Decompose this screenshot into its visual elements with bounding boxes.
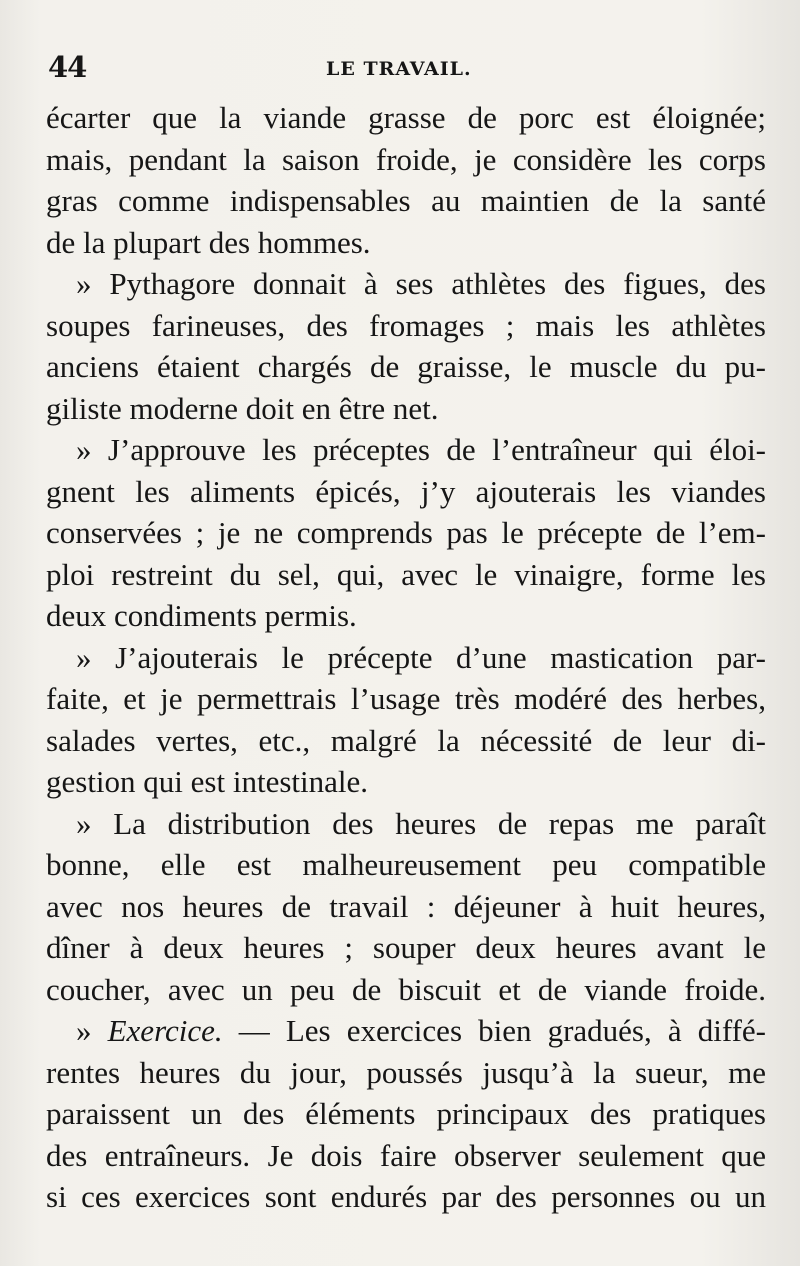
body-text xyxy=(46,97,766,1218)
text-line: salades vertes, etc., malgré la nécessité de leur di- xyxy=(46,722,766,758)
text-line: deux condiments permis. xyxy=(46,598,357,633)
text-line: de la plupart des hommes. xyxy=(46,224,371,260)
text-line xyxy=(46,1010,766,1052)
paragraph-6 xyxy=(46,1010,766,1218)
section-heading-exercice: Exercice. xyxy=(107,1013,223,1048)
text-line: mais, pendant la saison froide, je considère les corps xyxy=(46,141,766,177)
text-line: écarter que la viande grasse de porc est éloignée; xyxy=(46,100,766,135)
text-line: » La distribution des heures de repas me paraît xyxy=(76,805,766,841)
text-line: gnent les aliments épicés, j’y ajouterais les viandes xyxy=(46,473,766,509)
paragraph-2 xyxy=(46,263,766,429)
paragraph-4 xyxy=(46,637,766,803)
page-number: 44 xyxy=(48,50,87,84)
text-line: rentes heures du jour, poussés jusqu’à la sueur, me xyxy=(46,1054,766,1090)
text-line: avec nos heures de travail : déjeuner à huit heures, xyxy=(46,888,766,924)
text-line: gras comme indispensables au maintien de la santé xyxy=(46,183,766,218)
text-line: si ces exercices sont endurés par des personnes ou un xyxy=(46,1179,766,1214)
text-line: anciens étaient chargés de graisse, le muscle du pu- xyxy=(46,349,766,384)
text-line: » J’ajouterais le précepte d’une mastication par- xyxy=(76,639,766,675)
text-line: gestion qui est intestinale. xyxy=(46,764,369,799)
text-line: soupes farineuses, des fromages ; mais les athlètes xyxy=(46,307,766,343)
text-line: ploi restreint du sel, qui, avec le vinaigre, forme les xyxy=(46,556,766,592)
text-line: bonne, elle est malheureusement peu compatible xyxy=(46,847,766,882)
text-line: » Pythagore donnait à ses athlètes des figues, des xyxy=(76,266,766,301)
paragraph-5 xyxy=(46,803,766,1011)
text-line: dîner à deux heures ; souper deux heures avant le xyxy=(46,930,766,965)
text-line: coucher, avec un peu de biscuit et de viande froide. xyxy=(46,971,766,1007)
text-line: giliste moderne doit en être net. xyxy=(46,390,439,426)
running-title: LE TRAVAIL. xyxy=(326,58,472,80)
text-line: des entraîneurs. Je dois faire observer seulement que xyxy=(46,1137,766,1173)
paragraph-1 xyxy=(46,97,766,263)
quote-mark: » xyxy=(76,1013,108,1048)
text-line: faite, et je permettrais l’usage très modéré des herbes, xyxy=(46,681,766,716)
text-line: paraissent un des éléments principaux des pratiques xyxy=(46,1096,766,1131)
text-fragment: — Les exercices bien gradués, à diffé- xyxy=(222,1013,767,1048)
paragraph-3 xyxy=(46,429,766,637)
page-header xyxy=(46,50,776,90)
text-line: » J’approuve les préceptes de l’entraîneur qui éloi- xyxy=(76,432,766,467)
text-line: conservées ; je ne comprends pas le précepte de l’em- xyxy=(46,515,766,550)
